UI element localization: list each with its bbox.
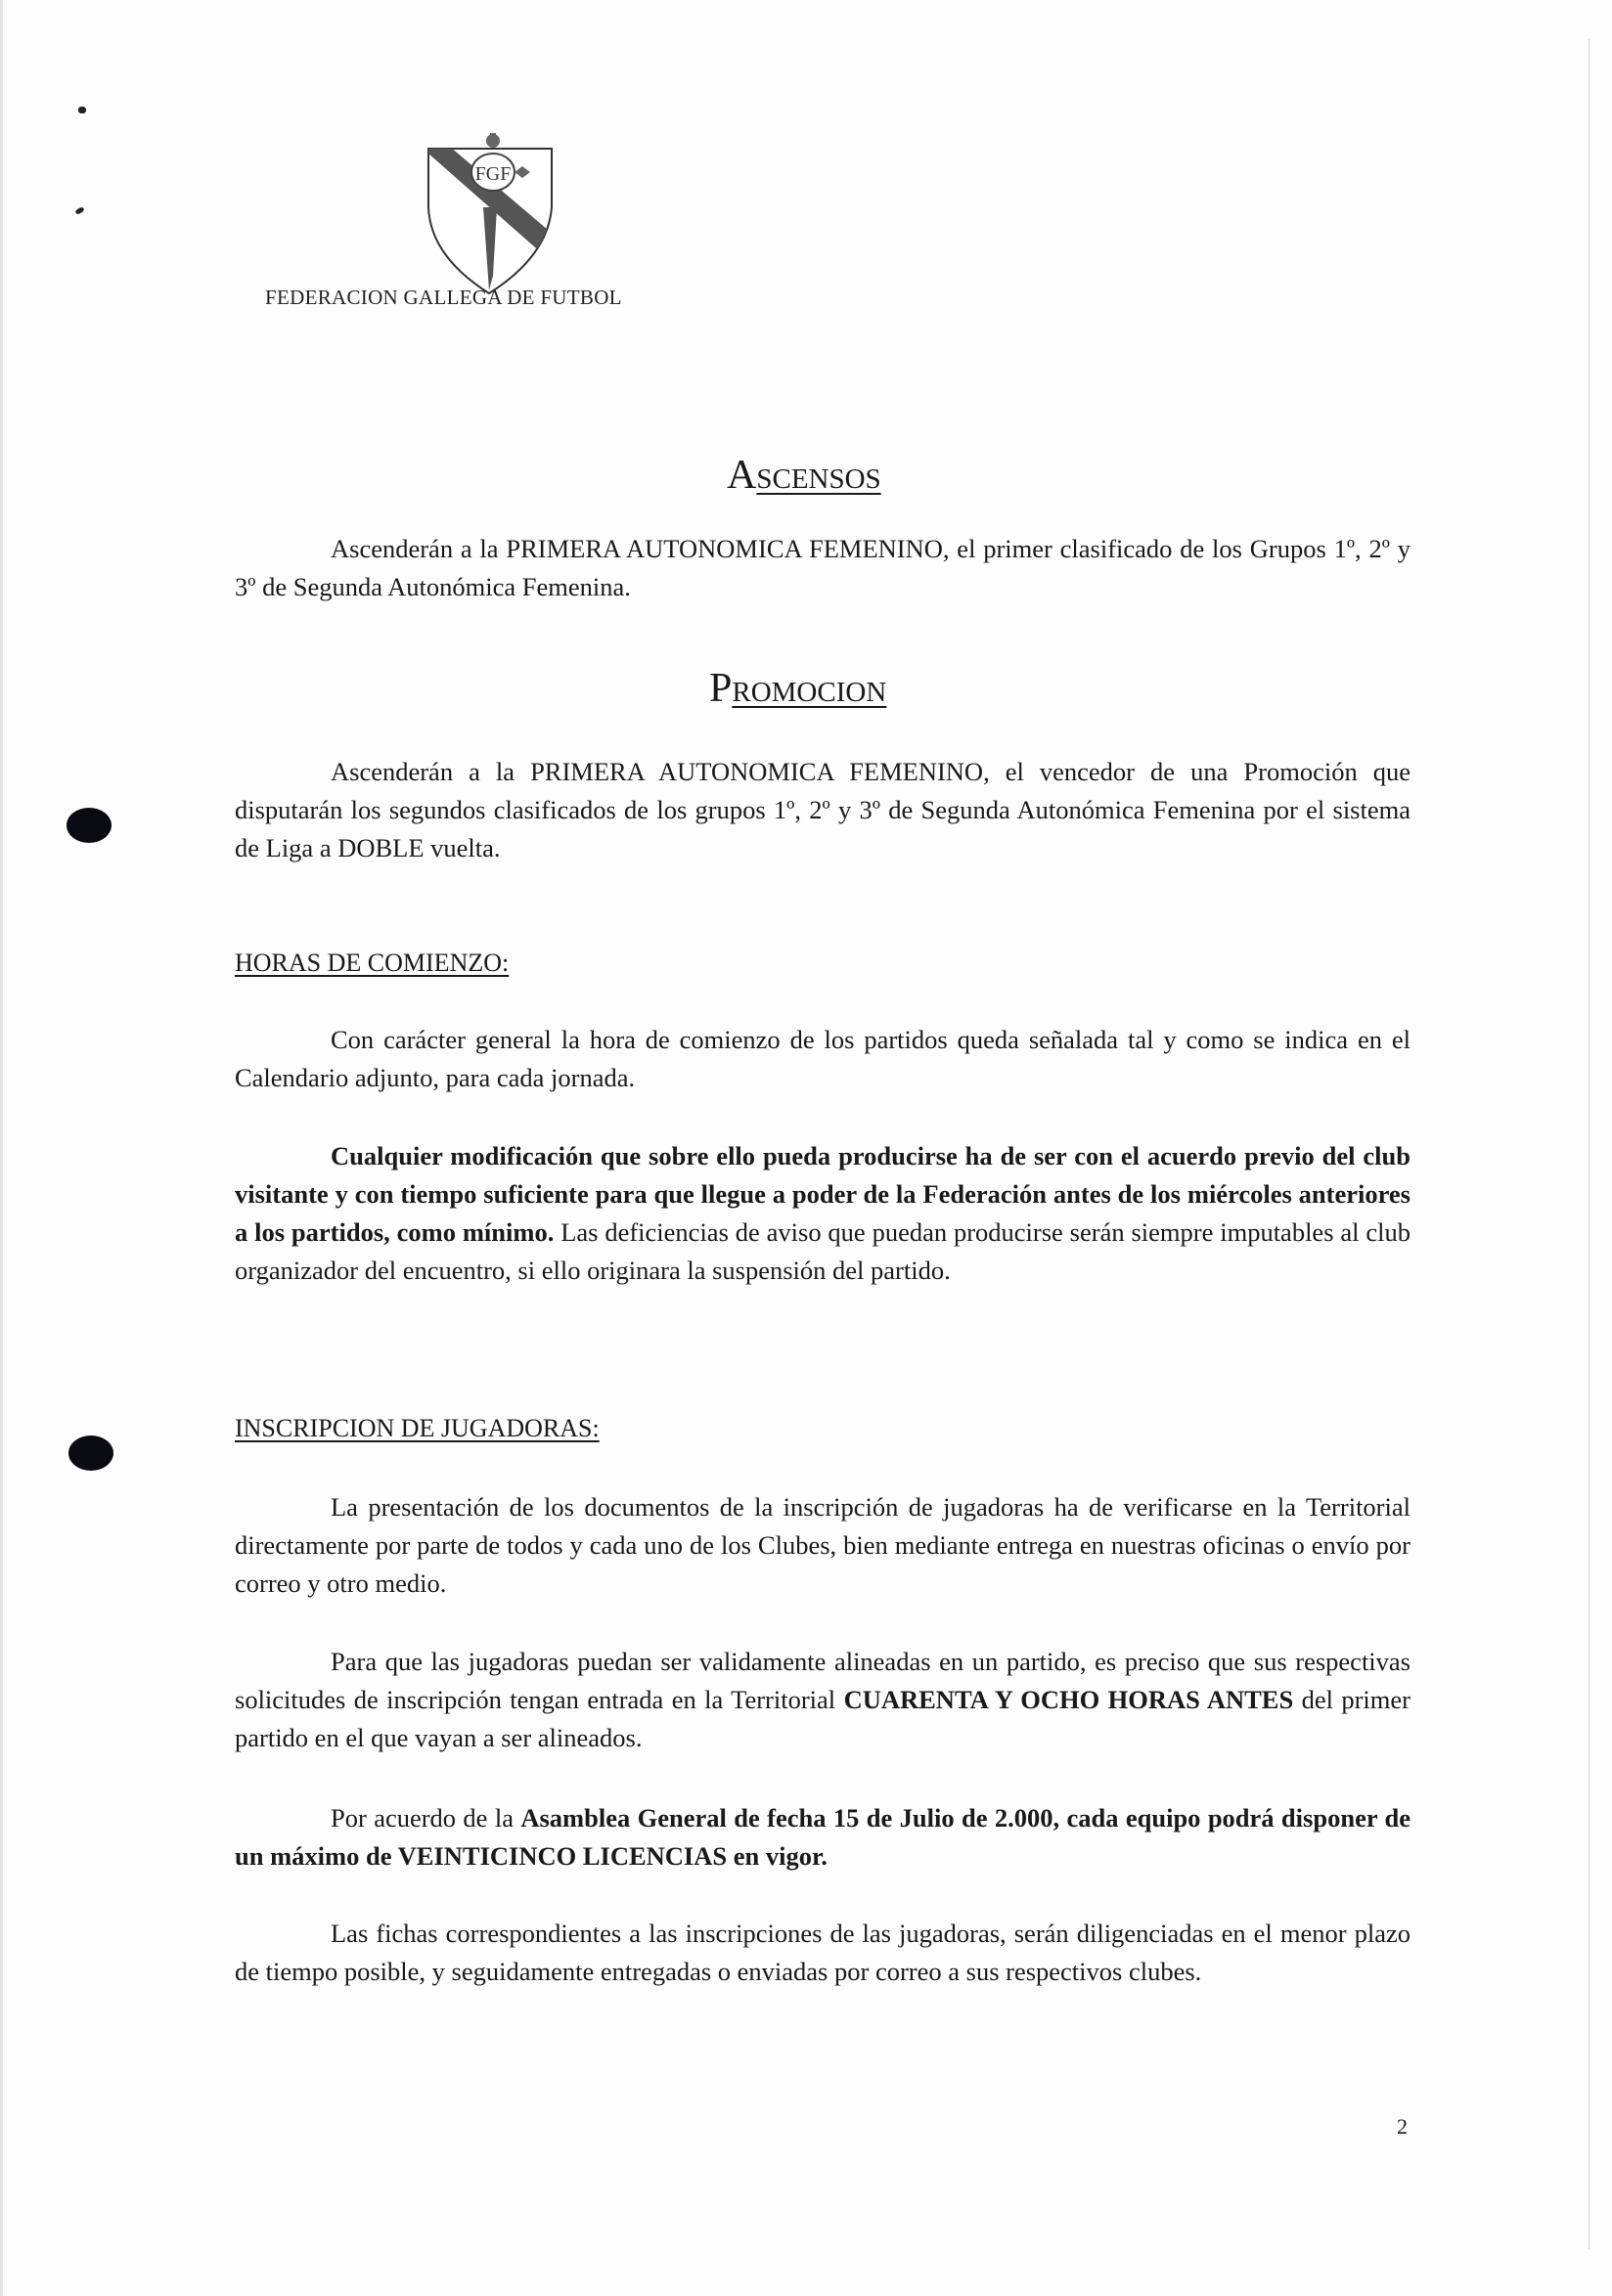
scan-fold-line [1589, 39, 1590, 2249]
punch-hole [68, 1435, 113, 1471]
scan-speck [78, 107, 86, 113]
inscripcion-paragraph-3 [235, 1799, 1410, 1876]
inscripcion-paragraph-4: Las fichas correspondientes a las inscripciones de las jugadoras, serán diligenciadas en el menor plazo de tiempo posible, y seguidamente entregadas o enviadas por correo a sus respectivos clubes. [235, 1919, 1410, 1986]
scan-speck [74, 206, 84, 215]
inscripcion-paragraph-2-bold: CUARENTA Y OCHO HORAS ANTES [843, 1685, 1294, 1714]
punch-hole [67, 808, 112, 843]
section-title-ascensos [727, 452, 881, 499]
section-title-promocion [709, 665, 886, 712]
horas-paragraph-2-rest: Las deficiencias de aviso que puedan producirse serán siempre imputables al club organizador del encuentro, si ello originara la suspensión del partido. [235, 1217, 1410, 1285]
title-rest: ROMOCION [732, 677, 887, 708]
organization-name: FEDERACION GALLEGA DE FUTBOL [265, 286, 622, 309]
inscripcion-paragraph-3-text: Por acuerdo de la [331, 1803, 521, 1832]
horas-paragraph-1: Con carácter general la hora de comienzo de los partidos queda señalada tal y como se indica en el Calendario adjunto, para cada jornada. [235, 1025, 1410, 1092]
logo-monogram: FGF [474, 163, 512, 185]
horas-paragraph-2 [235, 1137, 1410, 1290]
heading-inscripcion-de-jugadoras: INSCRIPCION DE JUGADORAS: [235, 1414, 600, 1442]
title-initial: A [727, 453, 757, 498]
heading-horas-de-comienzo: HORAS DE COMIENZO: [235, 949, 510, 977]
title-initial: P [709, 666, 733, 711]
inscripcion-paragraph-2 [235, 1643, 1410, 1757]
inscripcion-paragraph-2-text: Para que las jugadoras puedan ser validamente alineadas en un partido, es preciso que sus respectivas solicitudes de inscripción tengan entrada en la Territorial [235, 1647, 1410, 1714]
inscripcion-paragraph-1: La presentación de los documentos de la inscripción de jugadoras ha de verificarse en la Territorial directamente por parte de todos y cada uno de los Clubes, bien mediante entrega en nuestras oficinas o envío por correo y otro medio. [235, 1492, 1410, 1598]
page-number: 2 [1397, 2114, 1408, 2139]
ascensos-paragraph: Ascenderán a la PRIMERA AUTONOMICA FEMENINO, el primer clasificado de los Grupos 1º, 2º y 3º de Segunda Autonómica Femenina. [235, 534, 1410, 601]
scan-left-edge [0, 0, 3, 2296]
promocion-paragraph: Ascenderán a la PRIMERA AUTONOMICA FEMENINO, el vencedor de una Promoción que disputarán los segundos clasificados de los grupos 1º, 2º y 3º de Segunda Autonómica Femenina por el sistema de Liga a DOBLE vuelta. [235, 757, 1410, 862]
inscripcion-paragraph-3-bold: Asamblea General de fecha 15 de Julio de 2.000, cada equipo podrá disponer de un máximo de VEINTICINCO LICENCIAS en vigor. [235, 1803, 1410, 1871]
title-rest: SCENSOS [756, 464, 881, 495]
inscripcion-paragraph-2-end: del primer partido en el que vayan a ser alineados. [235, 1685, 1410, 1752]
horas-paragraph-2-bold: Cualquier modificación que sobre ello pueda producirse ha de ser con el acuerdo previo del club visitante y con tiempo suficiente para que llegue a poder de la Federación antes de los miércoles anteriores a los partidos, como mínimo. [235, 1141, 1410, 1247]
federation-crest-logo [421, 129, 558, 295]
